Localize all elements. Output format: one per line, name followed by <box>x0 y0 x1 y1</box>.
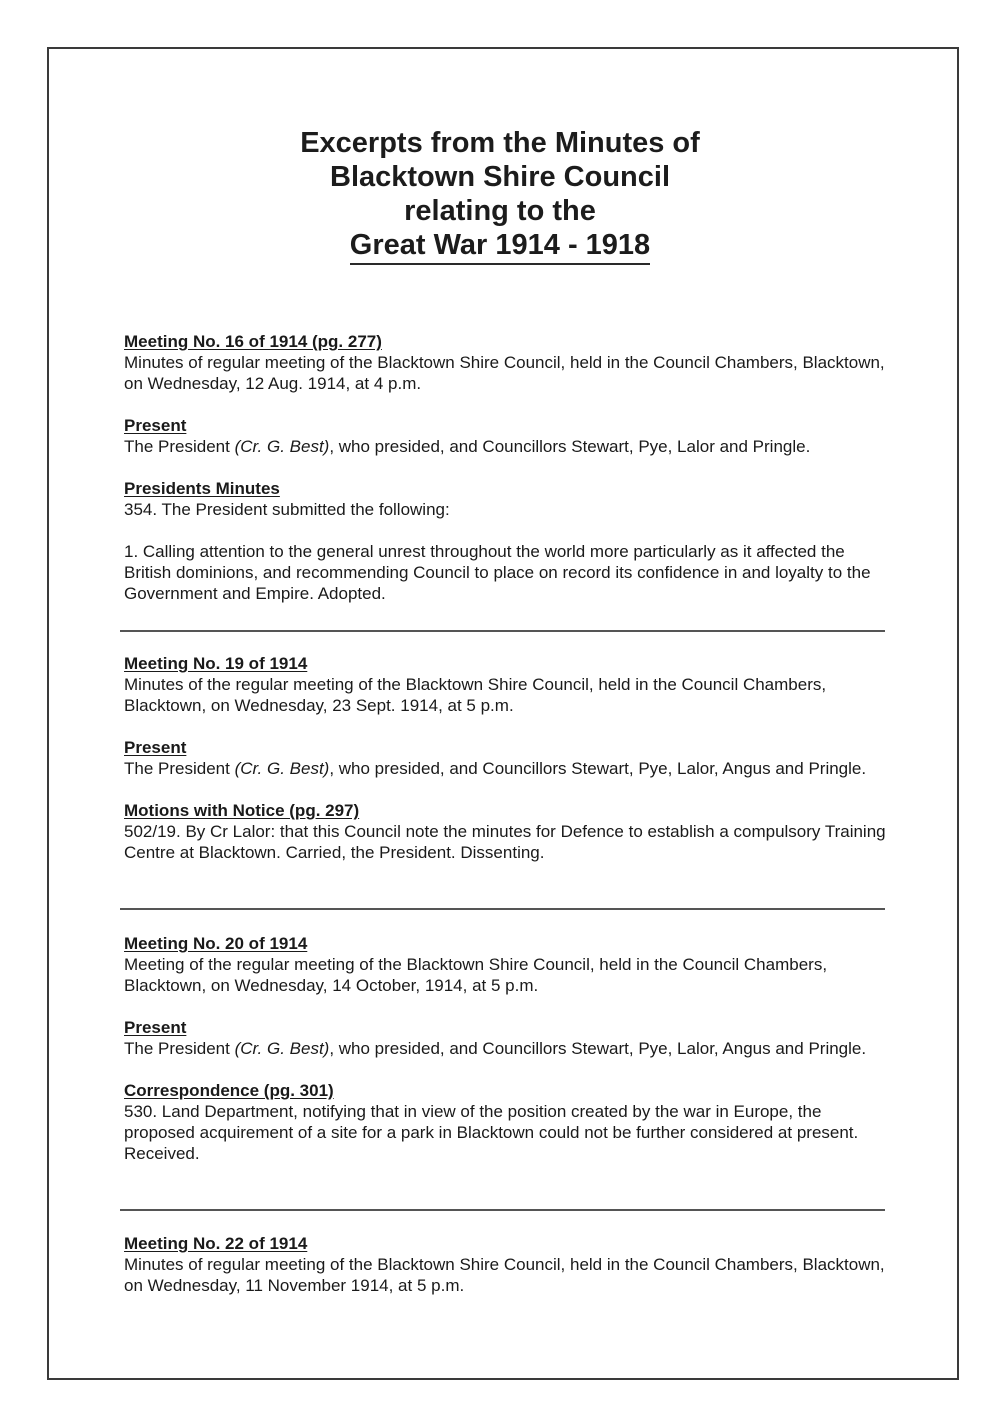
present-text: The President (Cr. G. Best), who presided, and Councillors Stewart, Pye, Lalor, Angus and Pringle. <box>124 759 867 778</box>
item-heading: Motions with Notice (pg. 297) <box>124 801 360 820</box>
item-text: 354. The President submitted the following: <box>124 500 450 519</box>
meeting-heading: Meeting No. 22 of 1914 <box>124 1234 308 1253</box>
divider <box>120 908 885 910</box>
meeting-description: Minutes of the regular meeting of the Blacktown Shire Council, held in the Council Chambers, Blacktown, on Wednesday, 23 Sept. 1914, at 5 p.m. <box>124 675 827 715</box>
meeting-description: Minutes of regular meeting of the Blacktown Shire Council, held in the Council Chambers, Blacktown, on Wednesday, 11 November 1914, at 5 p.m. <box>124 1255 885 1295</box>
meeting-section <box>124 1233 894 1296</box>
meeting-section <box>124 933 894 1164</box>
present-heading: Present <box>124 416 187 435</box>
divider <box>120 630 885 632</box>
title-line-3: relating to the <box>404 195 596 227</box>
item-text: 1. Calling attention to the general unrest throughout the world more particularly as it affected the British dominions, and recommending Council to place on record its confidence in and loyalty to the Government and Empire. Adopted. <box>124 542 871 603</box>
item-heading: Correspondence (pg. 301) <box>124 1081 334 1100</box>
item-heading: Presidents Minutes <box>124 479 280 498</box>
meeting-section <box>124 653 894 863</box>
title-line-4: Great War 1914 - 1918 <box>350 228 650 265</box>
item-text: 530. Land Department, notifying that in view of the position created by the war in Europe, the proposed acquirement of a site for a park in Blacktown could not be further considered at present. Received. <box>124 1102 859 1163</box>
meeting-description: Meeting of the regular meeting of the Blacktown Shire Council, held in the Council Chambers, Blacktown, on Wednesday, 14 October, 1914, at 5 p.m. <box>124 955 828 995</box>
present-heading: Present <box>124 1018 187 1037</box>
present-text: The President (Cr. G. Best), who presided, and Councillors Stewart, Pye, Lalor and Pringle. <box>124 437 811 456</box>
divider <box>120 1209 885 1211</box>
meeting-section <box>124 331 894 604</box>
present-heading: Present <box>124 738 187 757</box>
meeting-heading: Meeting No. 16 of 1914 (pg. 277) <box>124 332 382 351</box>
title-line-1: Excerpts from the Minutes of <box>300 127 700 159</box>
meeting-description: Minutes of regular meeting of the Blacktown Shire Council, held in the Council Chambers, Blacktown, on Wednesday, 12 Aug. 1914, at 4 p.m. <box>124 353 885 393</box>
meeting-heading: Meeting No. 20 of 1914 <box>124 934 308 953</box>
item-text: 502/19. By Cr Lalor: that this Council note the minutes for Defence to establish a compulsory Training Centre at Blacktown. Carried, the President. Dissenting. <box>124 822 886 862</box>
title-line-2: Blacktown Shire Council <box>330 161 670 193</box>
document-title <box>0 126 1000 265</box>
meeting-heading: Meeting No. 19 of 1914 <box>124 654 308 673</box>
present-text: The President (Cr. G. Best), who presided, and Councillors Stewart, Pye, Lalor, Angus and Pringle. <box>124 1039 867 1058</box>
